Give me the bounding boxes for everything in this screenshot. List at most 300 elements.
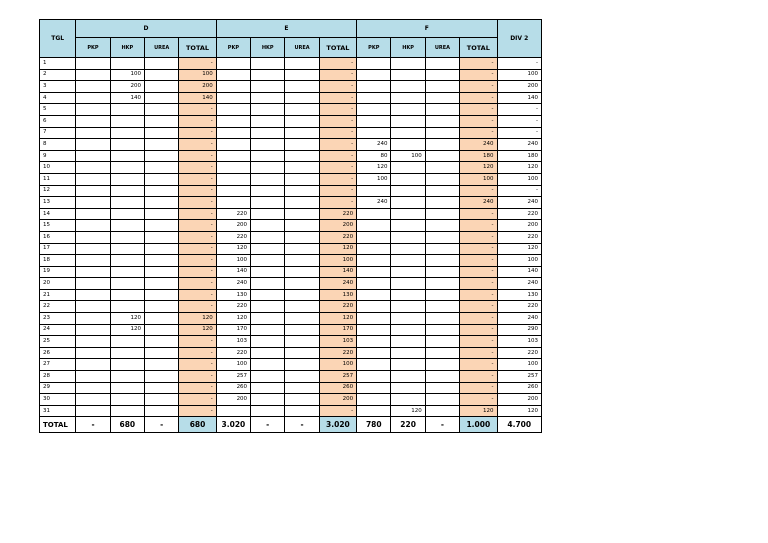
- cell-d-urea: [145, 162, 179, 174]
- table-row: [40, 58, 542, 70]
- cell-d-hkp: [110, 208, 144, 220]
- cell-e-pkp: 257: [216, 371, 250, 383]
- cell-f-total: -: [460, 115, 497, 127]
- cell-e-urea: [285, 371, 319, 383]
- cell-e-pkp: 220: [216, 301, 250, 313]
- cell-d-total: -: [179, 289, 216, 301]
- cell-e-urea: [285, 278, 319, 290]
- subheader-row: [40, 38, 542, 58]
- cell-div2: 200: [497, 220, 541, 232]
- cell-f-pkp: [357, 278, 391, 290]
- cell-d-total: -: [179, 185, 216, 197]
- cell-e-hkp: [251, 255, 285, 267]
- cell-f-urea: [425, 104, 459, 116]
- cell-e-urea: [285, 220, 319, 232]
- cell-e-hkp: [251, 347, 285, 359]
- cell-f-pkp: [357, 104, 391, 116]
- cell-e-total: 220: [319, 208, 356, 220]
- cell-d-hkp: [110, 150, 144, 162]
- cell-d-urea: [145, 266, 179, 278]
- cell-d-pkp: [76, 231, 110, 243]
- cell-e-urea: [285, 115, 319, 127]
- subheader-d-total: TOTAL: [179, 38, 216, 58]
- cell-tgl: 6: [40, 115, 76, 127]
- cell-e-pkp: 220: [216, 347, 250, 359]
- cell-e-hkp: [251, 313, 285, 325]
- cell-d-urea: [145, 150, 179, 162]
- cell-f-hkp: [391, 127, 425, 139]
- cell-d-total: -: [179, 58, 216, 70]
- cell-d-hkp: 120: [110, 313, 144, 325]
- cell-e-pkp: [216, 405, 250, 417]
- cell-d-urea: [145, 115, 179, 127]
- table-row: [40, 185, 542, 197]
- cell-f-urea: [425, 115, 459, 127]
- cell-tgl: 23: [40, 313, 76, 325]
- cell-d-pkp: [76, 139, 110, 151]
- table-row: [40, 92, 542, 104]
- cell-d-pkp: [76, 394, 110, 406]
- cell-d-pkp: [76, 197, 110, 209]
- table-row: [40, 359, 542, 371]
- cell-f-pkp: [357, 127, 391, 139]
- cell-d-hkp: [110, 197, 144, 209]
- cell-e-total: -: [319, 185, 356, 197]
- cell-d-urea: [145, 69, 179, 81]
- cell-f-total: 180: [460, 150, 497, 162]
- cell-e-urea: [285, 127, 319, 139]
- cell-f-total: -: [460, 208, 497, 220]
- cell-f-pkp: [357, 81, 391, 93]
- cell-f-total: -: [460, 127, 497, 139]
- cell-e-total: 220: [319, 347, 356, 359]
- cell-tgl: 8: [40, 139, 76, 151]
- cell-tgl: 2: [40, 69, 76, 81]
- cell-f-urea: [425, 197, 459, 209]
- cell-f-urea: [425, 394, 459, 406]
- cell-e-urea: [285, 324, 319, 336]
- cell-f-pkp: [357, 231, 391, 243]
- cell-d-hkp: 200: [110, 81, 144, 93]
- cell-f-pkp: [357, 115, 391, 127]
- cell-d-urea: [145, 173, 179, 185]
- cell-tgl: 3: [40, 81, 76, 93]
- table-row: [40, 394, 542, 406]
- cell-e-pkp: [216, 81, 250, 93]
- cell-e-urea: [285, 405, 319, 417]
- total-f-urea: -: [425, 417, 459, 433]
- table-row: [40, 382, 542, 394]
- cell-f-pkp: [357, 336, 391, 348]
- cell-d-pkp: [76, 81, 110, 93]
- cell-e-pkp: [216, 127, 250, 139]
- cell-e-pkp: 200: [216, 394, 250, 406]
- cell-d-hkp: [110, 394, 144, 406]
- cell-e-urea: [285, 336, 319, 348]
- cell-d-pkp: [76, 69, 110, 81]
- total-label: TOTAL: [40, 417, 76, 433]
- subheader-d-pkp: PKP: [76, 38, 110, 58]
- cell-e-hkp: [251, 69, 285, 81]
- cell-e-total: 140: [319, 266, 356, 278]
- cell-e-total: 100: [319, 255, 356, 267]
- table-row: [40, 255, 542, 267]
- cell-f-total: -: [460, 359, 497, 371]
- cell-d-hkp: [110, 382, 144, 394]
- table-row: [40, 324, 542, 336]
- cell-e-pkp: [216, 139, 250, 151]
- table-row: [40, 69, 542, 81]
- cell-e-hkp: [251, 278, 285, 290]
- cell-f-total: -: [460, 58, 497, 70]
- cell-e-pkp: 130: [216, 289, 250, 301]
- cell-f-pkp: [357, 255, 391, 267]
- cell-f-urea: [425, 231, 459, 243]
- table-row: [40, 347, 542, 359]
- subheader-e-total: TOTAL: [319, 38, 356, 58]
- cell-e-hkp: [251, 220, 285, 232]
- cell-d-total: -: [179, 301, 216, 313]
- cell-d-total: -: [179, 220, 216, 232]
- cell-d-total: -: [179, 359, 216, 371]
- cell-e-total: -: [319, 92, 356, 104]
- total-e-pkp: 3.020: [216, 417, 250, 433]
- cell-f-hkp: [391, 173, 425, 185]
- cell-f-hkp: [391, 208, 425, 220]
- cell-e-total: -: [319, 139, 356, 151]
- cell-e-total: -: [319, 69, 356, 81]
- cell-f-hkp: [391, 69, 425, 81]
- cell-d-total: 200: [179, 81, 216, 93]
- cell-div2: 120: [497, 162, 541, 174]
- cell-d-hkp: [110, 231, 144, 243]
- cell-d-pkp: [76, 243, 110, 255]
- cell-d-urea: [145, 371, 179, 383]
- cell-f-total: -: [460, 278, 497, 290]
- subheader-e-hkp: HKP: [251, 38, 285, 58]
- cell-div2: -: [497, 127, 541, 139]
- cell-d-urea: [145, 104, 179, 116]
- cell-f-urea: [425, 301, 459, 313]
- table-row: [40, 208, 542, 220]
- cell-tgl: 19: [40, 266, 76, 278]
- cell-f-urea: [425, 336, 459, 348]
- cell-div2: 200: [497, 81, 541, 93]
- cell-d-total: -: [179, 243, 216, 255]
- cell-d-hkp: [110, 173, 144, 185]
- cell-d-pkp: [76, 104, 110, 116]
- cell-e-urea: [285, 255, 319, 267]
- cell-f-hkp: [391, 81, 425, 93]
- cell-e-urea: [285, 173, 319, 185]
- cell-e-pkp: 140: [216, 266, 250, 278]
- cell-e-urea: [285, 162, 319, 174]
- cell-f-total: -: [460, 255, 497, 267]
- cell-e-hkp: [251, 243, 285, 255]
- table-row: [40, 139, 542, 151]
- cell-d-urea: [145, 382, 179, 394]
- cell-d-pkp: [76, 289, 110, 301]
- cell-e-hkp: [251, 405, 285, 417]
- cell-f-urea: [425, 208, 459, 220]
- cell-f-total: -: [460, 69, 497, 81]
- cell-f-pkp: 80: [357, 150, 391, 162]
- cell-f-hkp: 120: [391, 405, 425, 417]
- cell-e-total: 257: [319, 371, 356, 383]
- cell-d-pkp: [76, 405, 110, 417]
- cell-d-hkp: [110, 278, 144, 290]
- cell-d-pkp: [76, 185, 110, 197]
- cell-f-total: -: [460, 324, 497, 336]
- cell-d-total: -: [179, 115, 216, 127]
- cell-e-pkp: 103: [216, 336, 250, 348]
- cell-f-urea: [425, 150, 459, 162]
- cell-f-total: -: [460, 394, 497, 406]
- cell-e-pkp: [216, 92, 250, 104]
- cell-e-urea: [285, 301, 319, 313]
- cell-d-pkp: [76, 324, 110, 336]
- cell-d-pkp: [76, 371, 110, 383]
- cell-e-total: -: [319, 81, 356, 93]
- cell-f-hkp: [391, 394, 425, 406]
- cell-d-pkp: [76, 266, 110, 278]
- cell-e-urea: [285, 382, 319, 394]
- cell-f-total: 240: [460, 197, 497, 209]
- subheader-e-urea: UREA: [285, 38, 319, 58]
- cell-e-pkp: 100: [216, 359, 250, 371]
- cell-e-urea: [285, 359, 319, 371]
- table-row: [40, 266, 542, 278]
- cell-div2: -: [497, 185, 541, 197]
- cell-tgl: 10: [40, 162, 76, 174]
- cell-d-pkp: [76, 382, 110, 394]
- cell-f-pkp: [357, 220, 391, 232]
- cell-d-total: -: [179, 127, 216, 139]
- total-f-pkp: 780: [357, 417, 391, 433]
- cell-d-hkp: [110, 139, 144, 151]
- header-group-e: E: [216, 20, 356, 38]
- cell-f-total: -: [460, 92, 497, 104]
- subheader-d-urea: UREA: [145, 38, 179, 58]
- table-row: [40, 162, 542, 174]
- cell-e-pkp: [216, 197, 250, 209]
- cell-e-urea: [285, 208, 319, 220]
- cell-e-pkp: [216, 115, 250, 127]
- cell-d-urea: [145, 394, 179, 406]
- cell-e-pkp: [216, 150, 250, 162]
- table-row: [40, 115, 542, 127]
- cell-d-pkp: [76, 301, 110, 313]
- cell-tgl: 4: [40, 92, 76, 104]
- cell-tgl: 14: [40, 208, 76, 220]
- cell-div2: 240: [497, 313, 541, 325]
- cell-d-urea: [145, 405, 179, 417]
- cell-f-urea: [425, 243, 459, 255]
- subheader-f-total: TOTAL: [460, 38, 497, 58]
- cell-f-urea: [425, 127, 459, 139]
- cell-e-urea: [285, 197, 319, 209]
- cell-f-urea: [425, 405, 459, 417]
- cell-f-total: 120: [460, 405, 497, 417]
- cell-f-urea: [425, 324, 459, 336]
- cell-div2: 220: [497, 347, 541, 359]
- cell-div2: 100: [497, 69, 541, 81]
- cell-tgl: 24: [40, 324, 76, 336]
- cell-d-hkp: 140: [110, 92, 144, 104]
- cell-f-pkp: [357, 371, 391, 383]
- cell-d-urea: [145, 139, 179, 151]
- cell-e-hkp: [251, 266, 285, 278]
- cell-e-hkp: [251, 115, 285, 127]
- cell-d-total: -: [179, 150, 216, 162]
- cell-tgl: 15: [40, 220, 76, 232]
- cell-d-hkp: [110, 115, 144, 127]
- cell-e-pkp: 120: [216, 243, 250, 255]
- table-body: [40, 58, 542, 417]
- cell-div2: -: [497, 115, 541, 127]
- cell-d-pkp: [76, 278, 110, 290]
- header-group-f: F: [357, 20, 497, 38]
- cell-f-urea: [425, 371, 459, 383]
- cell-e-pkp: [216, 185, 250, 197]
- cell-f-pkp: [357, 394, 391, 406]
- cell-e-total: 130: [319, 289, 356, 301]
- cell-d-total: -: [179, 231, 216, 243]
- header-tgl: TGL: [40, 20, 76, 58]
- cell-e-pkp: 240: [216, 278, 250, 290]
- cell-div2: 100: [497, 359, 541, 371]
- cell-d-pkp: [76, 313, 110, 325]
- cell-e-hkp: [251, 150, 285, 162]
- cell-tgl: 7: [40, 127, 76, 139]
- cell-d-pkp: [76, 220, 110, 232]
- table-row: [40, 301, 542, 313]
- cell-d-hkp: [110, 255, 144, 267]
- cell-e-urea: [285, 347, 319, 359]
- cell-f-hkp: [391, 220, 425, 232]
- cell-e-total: 170: [319, 324, 356, 336]
- cell-f-urea: [425, 382, 459, 394]
- cell-d-urea: [145, 220, 179, 232]
- cell-tgl: 13: [40, 197, 76, 209]
- total-f-hkp: 220: [391, 417, 425, 433]
- cell-e-total: 200: [319, 220, 356, 232]
- cell-d-total: -: [179, 197, 216, 209]
- cell-f-hkp: [391, 266, 425, 278]
- cell-d-urea: [145, 243, 179, 255]
- cell-d-total: -: [179, 173, 216, 185]
- cell-d-urea: [145, 289, 179, 301]
- cell-d-urea: [145, 336, 179, 348]
- cell-f-total: -: [460, 220, 497, 232]
- cell-e-total: 200: [319, 394, 356, 406]
- total-row: [40, 417, 542, 433]
- cell-d-urea: [145, 324, 179, 336]
- cell-d-total: -: [179, 278, 216, 290]
- cell-f-total: 240: [460, 139, 497, 151]
- total-f-total: 1.000: [460, 417, 497, 433]
- total-e-hkp: -: [251, 417, 285, 433]
- cell-f-urea: [425, 69, 459, 81]
- cell-e-hkp: [251, 359, 285, 371]
- cell-d-hkp: 100: [110, 69, 144, 81]
- cell-d-hkp: 120: [110, 324, 144, 336]
- cell-f-pkp: 240: [357, 139, 391, 151]
- cell-f-hkp: [391, 371, 425, 383]
- cell-d-urea: [145, 301, 179, 313]
- cell-f-pkp: [357, 313, 391, 325]
- cell-d-pkp: [76, 347, 110, 359]
- cell-f-pkp: [357, 92, 391, 104]
- cell-e-urea: [285, 92, 319, 104]
- cell-f-urea: [425, 220, 459, 232]
- cell-e-hkp: [251, 231, 285, 243]
- cell-div2: 240: [497, 278, 541, 290]
- cell-d-pkp: [76, 336, 110, 348]
- cell-e-total: 120: [319, 313, 356, 325]
- cell-tgl: 9: [40, 150, 76, 162]
- cell-f-pkp: [357, 243, 391, 255]
- cell-div2: 180: [497, 150, 541, 162]
- cell-d-hkp: [110, 58, 144, 70]
- cell-d-total: -: [179, 255, 216, 267]
- cell-d-urea: [145, 359, 179, 371]
- cell-d-pkp: [76, 115, 110, 127]
- table-row: [40, 104, 542, 116]
- cell-d-urea: [145, 208, 179, 220]
- cell-d-total: -: [179, 104, 216, 116]
- cell-f-urea: [425, 255, 459, 267]
- cell-d-hkp: [110, 359, 144, 371]
- cell-f-hkp: [391, 162, 425, 174]
- table-row: [40, 371, 542, 383]
- cell-e-hkp: [251, 301, 285, 313]
- cell-e-total: 220: [319, 231, 356, 243]
- cell-tgl: 12: [40, 185, 76, 197]
- table-row: [40, 197, 542, 209]
- cell-d-total: -: [179, 266, 216, 278]
- cell-e-pkp: [216, 58, 250, 70]
- cell-d-hkp: [110, 162, 144, 174]
- cell-d-total: 100: [179, 69, 216, 81]
- cell-div2: 140: [497, 92, 541, 104]
- table-row: [40, 278, 542, 290]
- cell-e-hkp: [251, 127, 285, 139]
- cell-div2: 257: [497, 371, 541, 383]
- total-d-pkp: -: [76, 417, 110, 433]
- cell-f-urea: [425, 289, 459, 301]
- cell-e-urea: [285, 58, 319, 70]
- cell-f-urea: [425, 266, 459, 278]
- cell-f-pkp: [357, 301, 391, 313]
- cell-f-hkp: [391, 278, 425, 290]
- cell-f-pkp: 240: [357, 197, 391, 209]
- cell-f-hkp: [391, 104, 425, 116]
- cell-f-pkp: [357, 69, 391, 81]
- cell-d-hkp: [110, 336, 144, 348]
- cell-f-pkp: [357, 266, 391, 278]
- cell-d-hkp: [110, 301, 144, 313]
- cell-f-urea: [425, 162, 459, 174]
- cell-f-hkp: [391, 324, 425, 336]
- cell-f-pkp: [357, 359, 391, 371]
- cell-e-hkp: [251, 208, 285, 220]
- table-row: [40, 127, 542, 139]
- cell-f-total: 120: [460, 162, 497, 174]
- table-row: [40, 313, 542, 325]
- cell-d-hkp: [110, 371, 144, 383]
- cell-f-total: -: [460, 313, 497, 325]
